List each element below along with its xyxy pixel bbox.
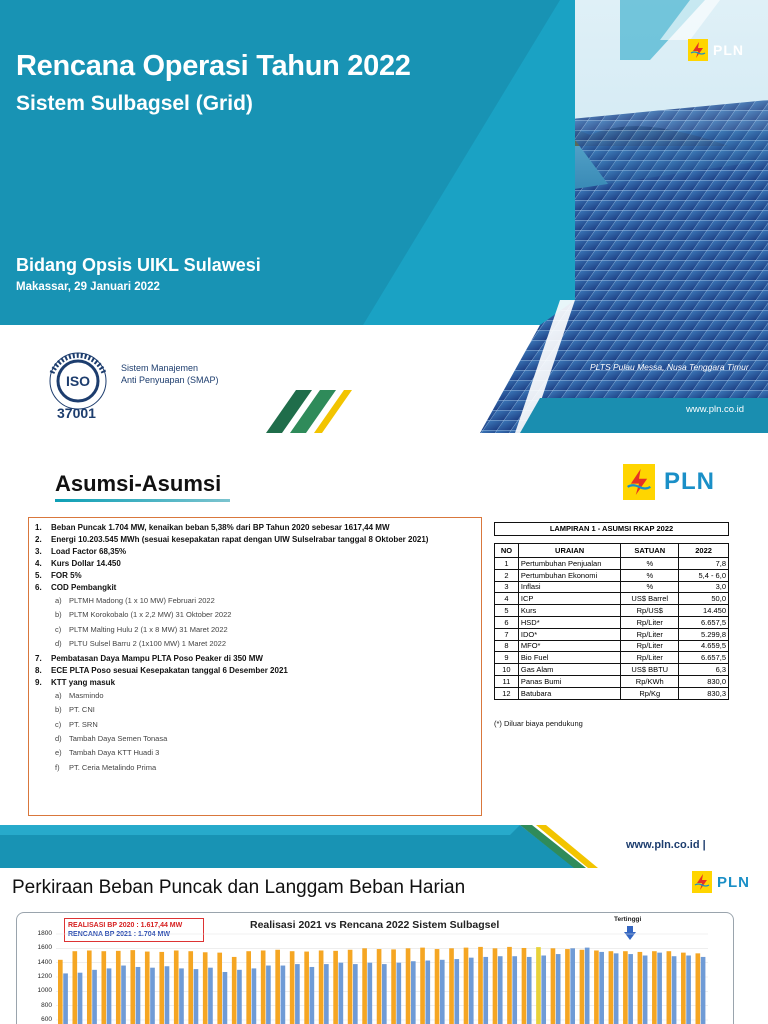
assumptions-table: [494, 543, 729, 700]
bar-realisasi: [478, 947, 483, 1024]
assumption-item: 8. ECE PLTA Poso sesuai Kesepakatan tanggal 6 Desember 2021: [35, 666, 288, 676]
bar-rencana: [512, 956, 517, 1024]
bar-realisasi: [623, 951, 628, 1024]
bar-realisasi: [304, 952, 309, 1024]
bar-realisasi: [435, 949, 440, 1024]
table-cell-no: 9: [495, 652, 519, 664]
pln-wordmark: PLN: [664, 468, 715, 495]
bar-rencana: [121, 966, 126, 1024]
website-url[interactable]: www.pln.co.id: [686, 404, 745, 415]
table-cell-val: 830,0: [679, 675, 729, 687]
bar-rencana: [63, 973, 68, 1024]
bar-rencana: [440, 960, 445, 1024]
table-row: [495, 581, 729, 593]
heading-underline: [55, 499, 230, 502]
bar-realisasi: [652, 951, 657, 1024]
bar-realisasi: [580, 950, 585, 1024]
bar-rencana: [252, 968, 257, 1024]
bar-rencana: [599, 952, 604, 1024]
department-name: Bidang Opsis UIKL Sulawesi: [16, 255, 261, 275]
pln-lightning-icon: [692, 871, 712, 893]
bar-rencana: [498, 956, 503, 1024]
assumption-item: 1. Beban Puncak 1.704 MW, kenaikan beban 5,38% dari BP Tahun 2020 sebesar 1617,44 MW: [35, 523, 390, 532]
photo-caption: PLTS Pulau Messa, Nusa Tenggara Timur: [590, 362, 749, 372]
table-row: [495, 675, 729, 687]
table-cell-uraian: MFO*: [518, 640, 621, 652]
y-tick-label: 1200: [37, 973, 52, 980]
footer-url[interactable]: www.pln.co.id |: [626, 839, 706, 851]
table-cell-val: 6.657,5: [679, 616, 729, 628]
bar-rencana: [454, 959, 459, 1024]
bar-rencana: [324, 964, 329, 1024]
bar-rencana: [179, 968, 184, 1024]
column-header: NO: [495, 544, 519, 558]
table-cell-no: 1: [495, 558, 519, 570]
table-cell-satuan: Rp/Liter: [621, 628, 679, 640]
bar-rencana: [310, 967, 315, 1024]
bar-realisasi: [696, 953, 701, 1024]
bar-realisasi: [130, 950, 135, 1024]
bar-realisasi: [638, 952, 643, 1024]
bar-rencana: [353, 964, 358, 1024]
title-slide: [0, 0, 768, 433]
bar-realisasi: [348, 950, 353, 1024]
bar-rencana: [382, 964, 387, 1024]
table-cell-satuan: Rp/Liter: [621, 616, 679, 628]
table-cell-val: 6,3: [679, 664, 729, 676]
bar-realisasi: [101, 951, 106, 1024]
table-cell-satuan: US$ Barrel: [621, 593, 679, 605]
legend-realisasi: REALISASI BP 2020 : 1.617,44 MW: [68, 922, 183, 929]
cod-item: c) PLTM Malting Hulu 2 (1 x 8 MW) 31 Maret 2022: [55, 624, 228, 634]
table-cell-no: 6: [495, 616, 519, 628]
bar-rencana: [136, 967, 141, 1024]
presentation-subtitle: Sistem Sulbagsel (Grid): [16, 92, 253, 115]
bar-realisasi: [377, 949, 382, 1024]
bar-realisasi: [565, 949, 570, 1024]
assumption-item: 2. Energi 10.203.545 MWh (sesuai kesepakatan rapat dengan UIW Sulselrabar tanggal 8 Oktober 2021): [35, 535, 429, 544]
smap-label-line2: Anti Penyuapan (SMAP): [121, 375, 219, 385]
bar-realisasi: [391, 949, 396, 1024]
table-cell-val: 4.659,5: [679, 640, 729, 652]
table-cell-satuan: %: [621, 569, 679, 581]
table-row: [495, 687, 729, 699]
table-row: [495, 652, 729, 664]
y-tick-label: 600: [41, 1016, 52, 1023]
table-cell-uraian: Gas Alam: [518, 664, 621, 676]
bar-rencana: [194, 969, 199, 1024]
table-row: [495, 640, 729, 652]
bar-rencana: [556, 954, 561, 1024]
table-cell-no: 4: [495, 593, 519, 605]
table-cell-satuan: Rp/Kg: [621, 687, 679, 699]
pln-lightning-icon: [623, 464, 655, 500]
bar-rencana: [527, 957, 532, 1024]
slide-heading: Perkiraan Beban Puncak dan Langgam Beban Harian: [12, 877, 466, 898]
y-tick-label: 1400: [37, 958, 52, 966]
table-cell-satuan: Rp/Liter: [621, 652, 679, 664]
bar-rencana: [295, 964, 300, 1024]
bar-realisasi: [449, 948, 454, 1024]
table-cell-satuan: %: [621, 558, 679, 570]
assumption-item: 5. FOR 5%: [35, 571, 82, 580]
bar-realisasi: [246, 951, 251, 1024]
bar-realisasi: [203, 952, 208, 1024]
table-cell-val: 5.299,8: [679, 628, 729, 640]
pln-wordmark: PLN: [713, 42, 744, 58]
table-cell-satuan: %: [621, 581, 679, 593]
bar-realisasi: [609, 951, 614, 1024]
column-header: SATUAN: [621, 544, 679, 558]
bar-rencana: [78, 973, 83, 1024]
bar-rencana: [672, 956, 677, 1024]
table-cell-val: 3,0: [679, 581, 729, 593]
table-cell-uraian: Panas Bumi: [518, 675, 621, 687]
assumptions-slide: [0, 443, 768, 868]
bar-realisasi: [72, 951, 77, 1024]
assumption-item: 9. KTT yang masuk: [35, 678, 116, 688]
table-cell-uraian: Kurs: [518, 605, 621, 617]
table-cell-no: 8: [495, 640, 519, 652]
table-cell-uraian: Pertumbuhan Ekonomi: [518, 569, 621, 581]
bar-realisasi: [159, 952, 164, 1024]
column-header: URAIAN: [518, 544, 621, 558]
bar-rencana: [237, 970, 242, 1024]
bar-rencana: [165, 966, 170, 1024]
table-row: [495, 616, 729, 628]
table-cell-uraian: ICP: [518, 593, 621, 605]
table-cell-val: 830,3: [679, 687, 729, 699]
ktt-item: b) PT. CNI: [55, 705, 95, 715]
bar-rencana: [657, 953, 662, 1024]
bar-rencana: [107, 968, 112, 1024]
table-cell-satuan: Rp/US$: [621, 605, 679, 617]
y-tick-label: 1800: [37, 930, 52, 937]
bar-rencana: [208, 968, 213, 1024]
y-tick-label: 800: [41, 1001, 52, 1009]
bar-realisasi: [145, 952, 150, 1024]
bar-rencana: [150, 968, 155, 1024]
bar-realisasi: [681, 953, 686, 1024]
table-cell-satuan: US$ BBTU: [621, 664, 679, 676]
peak-load-slide: [0, 868, 768, 1024]
table-cell-val: 6.657,5: [679, 652, 729, 664]
bar-realisasi: [188, 951, 193, 1024]
y-tick-label: 1600: [37, 944, 52, 952]
table-cell-no: 7: [495, 628, 519, 640]
bar-rencana: [425, 961, 430, 1024]
bar-rencana: [570, 948, 575, 1024]
bar-realisasi: [174, 950, 179, 1024]
ktt-item: c) PT. SRN: [55, 719, 98, 729]
bar-rencana: [339, 963, 344, 1024]
bar-rencana: [628, 954, 633, 1024]
table-cell-val: 7,8: [679, 558, 729, 570]
bar-realisasi: [58, 960, 63, 1024]
pln-logo: [688, 39, 744, 61]
table-cell-uraian: Inflasi: [518, 581, 621, 593]
bar-realisasi: [87, 950, 92, 1024]
bar-realisasi: [319, 950, 324, 1024]
table-cell-satuan: Rp/KWh: [621, 675, 679, 687]
assumptions-box: [28, 517, 482, 816]
peak-load-chart: [56, 930, 708, 1024]
bar-realisasi: [420, 948, 425, 1024]
assumption-item: 3. Load Factor 68,35%: [35, 547, 127, 556]
table-cell-val: 5,4 - 6,0: [679, 569, 729, 581]
bar-rencana: [643, 956, 648, 1024]
table-cell-val: 14.450: [679, 605, 729, 617]
bar-rencana: [701, 957, 706, 1024]
cod-item: d) PLTU Sulsel Barru 2 (1x100 MW) 1 Maret 2022: [55, 638, 227, 648]
table-header-row: [495, 544, 729, 558]
presentation-date: Makassar, 29 Januari 2022: [16, 281, 160, 293]
bar-realisasi: [551, 948, 556, 1024]
slide-heading: Asumsi-Asumsi: [55, 471, 222, 496]
assumption-item: 6. COD Pembangkit: [35, 583, 117, 592]
table-cell-uraian: Pertumbuhan Penjualan: [518, 558, 621, 570]
ktt-item: a) Masmindo: [55, 691, 104, 701]
bar-realisasi: [217, 953, 222, 1024]
bar-realisasi: [290, 951, 295, 1024]
bar-realisasi: [275, 950, 280, 1024]
bar-rencana: [396, 963, 401, 1024]
bar-realisasi: [116, 951, 121, 1024]
bar-realisasi: [406, 948, 411, 1024]
bar-realisasi: [594, 950, 599, 1024]
pln-wordmark: PLN: [717, 873, 750, 891]
bar-realisasi: [536, 947, 541, 1024]
assumption-item: 4. Kurs Dollar 14.450: [35, 559, 121, 568]
cod-item: b) PLTM Korokobalo (1 x 2,2 MW) 31 Oktober 2022: [55, 610, 232, 620]
table-row: [495, 558, 729, 570]
table-row: [495, 664, 729, 676]
bar-rencana: [368, 963, 373, 1024]
iso-number: 37001: [57, 405, 96, 421]
bar-rencana: [614, 953, 619, 1024]
table-row: [495, 593, 729, 605]
chart-title: Realisasi 2021 vs Rencana 2022 Sistem Sulbagsel: [250, 919, 500, 931]
table-cell-uraian: Bio Fuel: [518, 652, 621, 664]
bar-realisasi: [464, 948, 469, 1024]
svg-text:ISO: ISO: [65, 373, 91, 389]
table-cell-no: 12: [495, 687, 519, 699]
table-cell-satuan: Rp/Liter: [621, 640, 679, 652]
bar-realisasi: [667, 951, 672, 1024]
pln-logo: [692, 871, 750, 893]
table-cell-uraian: Batubara: [518, 687, 621, 699]
bar-rencana: [585, 948, 590, 1024]
bar-rencana: [483, 957, 488, 1024]
bar-realisasi: [362, 948, 367, 1024]
bar-realisasi: [333, 951, 338, 1024]
table-row: [495, 569, 729, 581]
bar-rencana: [223, 972, 228, 1024]
table-footnote: (*) Diluar biaya pendukung: [494, 719, 583, 728]
presentation-title: Rencana Operasi Tahun 2022: [16, 50, 411, 82]
column-header: 2022: [679, 544, 729, 558]
table-cell-no: 3: [495, 581, 519, 593]
table-cell-val: 50,0: [679, 593, 729, 605]
table-row: [495, 628, 729, 640]
ktt-item: d) Tambah Daya Semen Tonasa: [55, 734, 168, 744]
pln-lightning-icon: [688, 39, 708, 61]
bar-rencana: [686, 956, 691, 1024]
bar-realisasi: [493, 948, 498, 1024]
bar-realisasi: [507, 947, 512, 1024]
bar-realisasi: [522, 948, 527, 1024]
bar-rencana: [411, 961, 416, 1024]
bar-realisasi: [261, 950, 266, 1024]
assumption-item: 7. Pembatasan Daya Mampu PLTA Poso Peaker di 350 MW: [35, 654, 263, 664]
ktt-item: f) PT. Ceria Metalindo Prima: [55, 762, 157, 772]
bar-realisasi: [232, 957, 237, 1024]
bar-rencana: [281, 966, 286, 1024]
table-title: LAMPIRAN 1 - ASUMSI RKAP 2022: [494, 522, 729, 536]
smap-label-line1: Sistem Manajemen: [121, 363, 199, 373]
table-cell-no: 10: [495, 664, 519, 676]
bar-rencana: [541, 956, 546, 1024]
chart-annotation: Tertinggi: [614, 916, 642, 923]
iso-seal-icon: [40, 343, 116, 413]
ktt-item: e) Tambah Daya KTT Huadi 3: [55, 748, 160, 758]
table-cell-no: 2: [495, 569, 519, 581]
y-tick-label: 1000: [37, 987, 52, 995]
table-row: [495, 605, 729, 617]
bar-rencana: [266, 966, 271, 1024]
table-cell-uraian: IDO*: [518, 628, 621, 640]
bar-rencana: [469, 958, 474, 1024]
bar-rencana: [92, 970, 97, 1024]
cod-item: a) PLTMH Madong (1 x 10 MW) Februari 2022: [55, 596, 215, 605]
table-cell-uraian: HSD*: [518, 616, 621, 628]
table-cell-no: 11: [495, 675, 519, 687]
pln-logo: [623, 464, 715, 500]
table-cell-no: 5: [495, 605, 519, 617]
legend-rencana: RENCANA BP 2021 : 1.704 MW: [68, 931, 170, 938]
